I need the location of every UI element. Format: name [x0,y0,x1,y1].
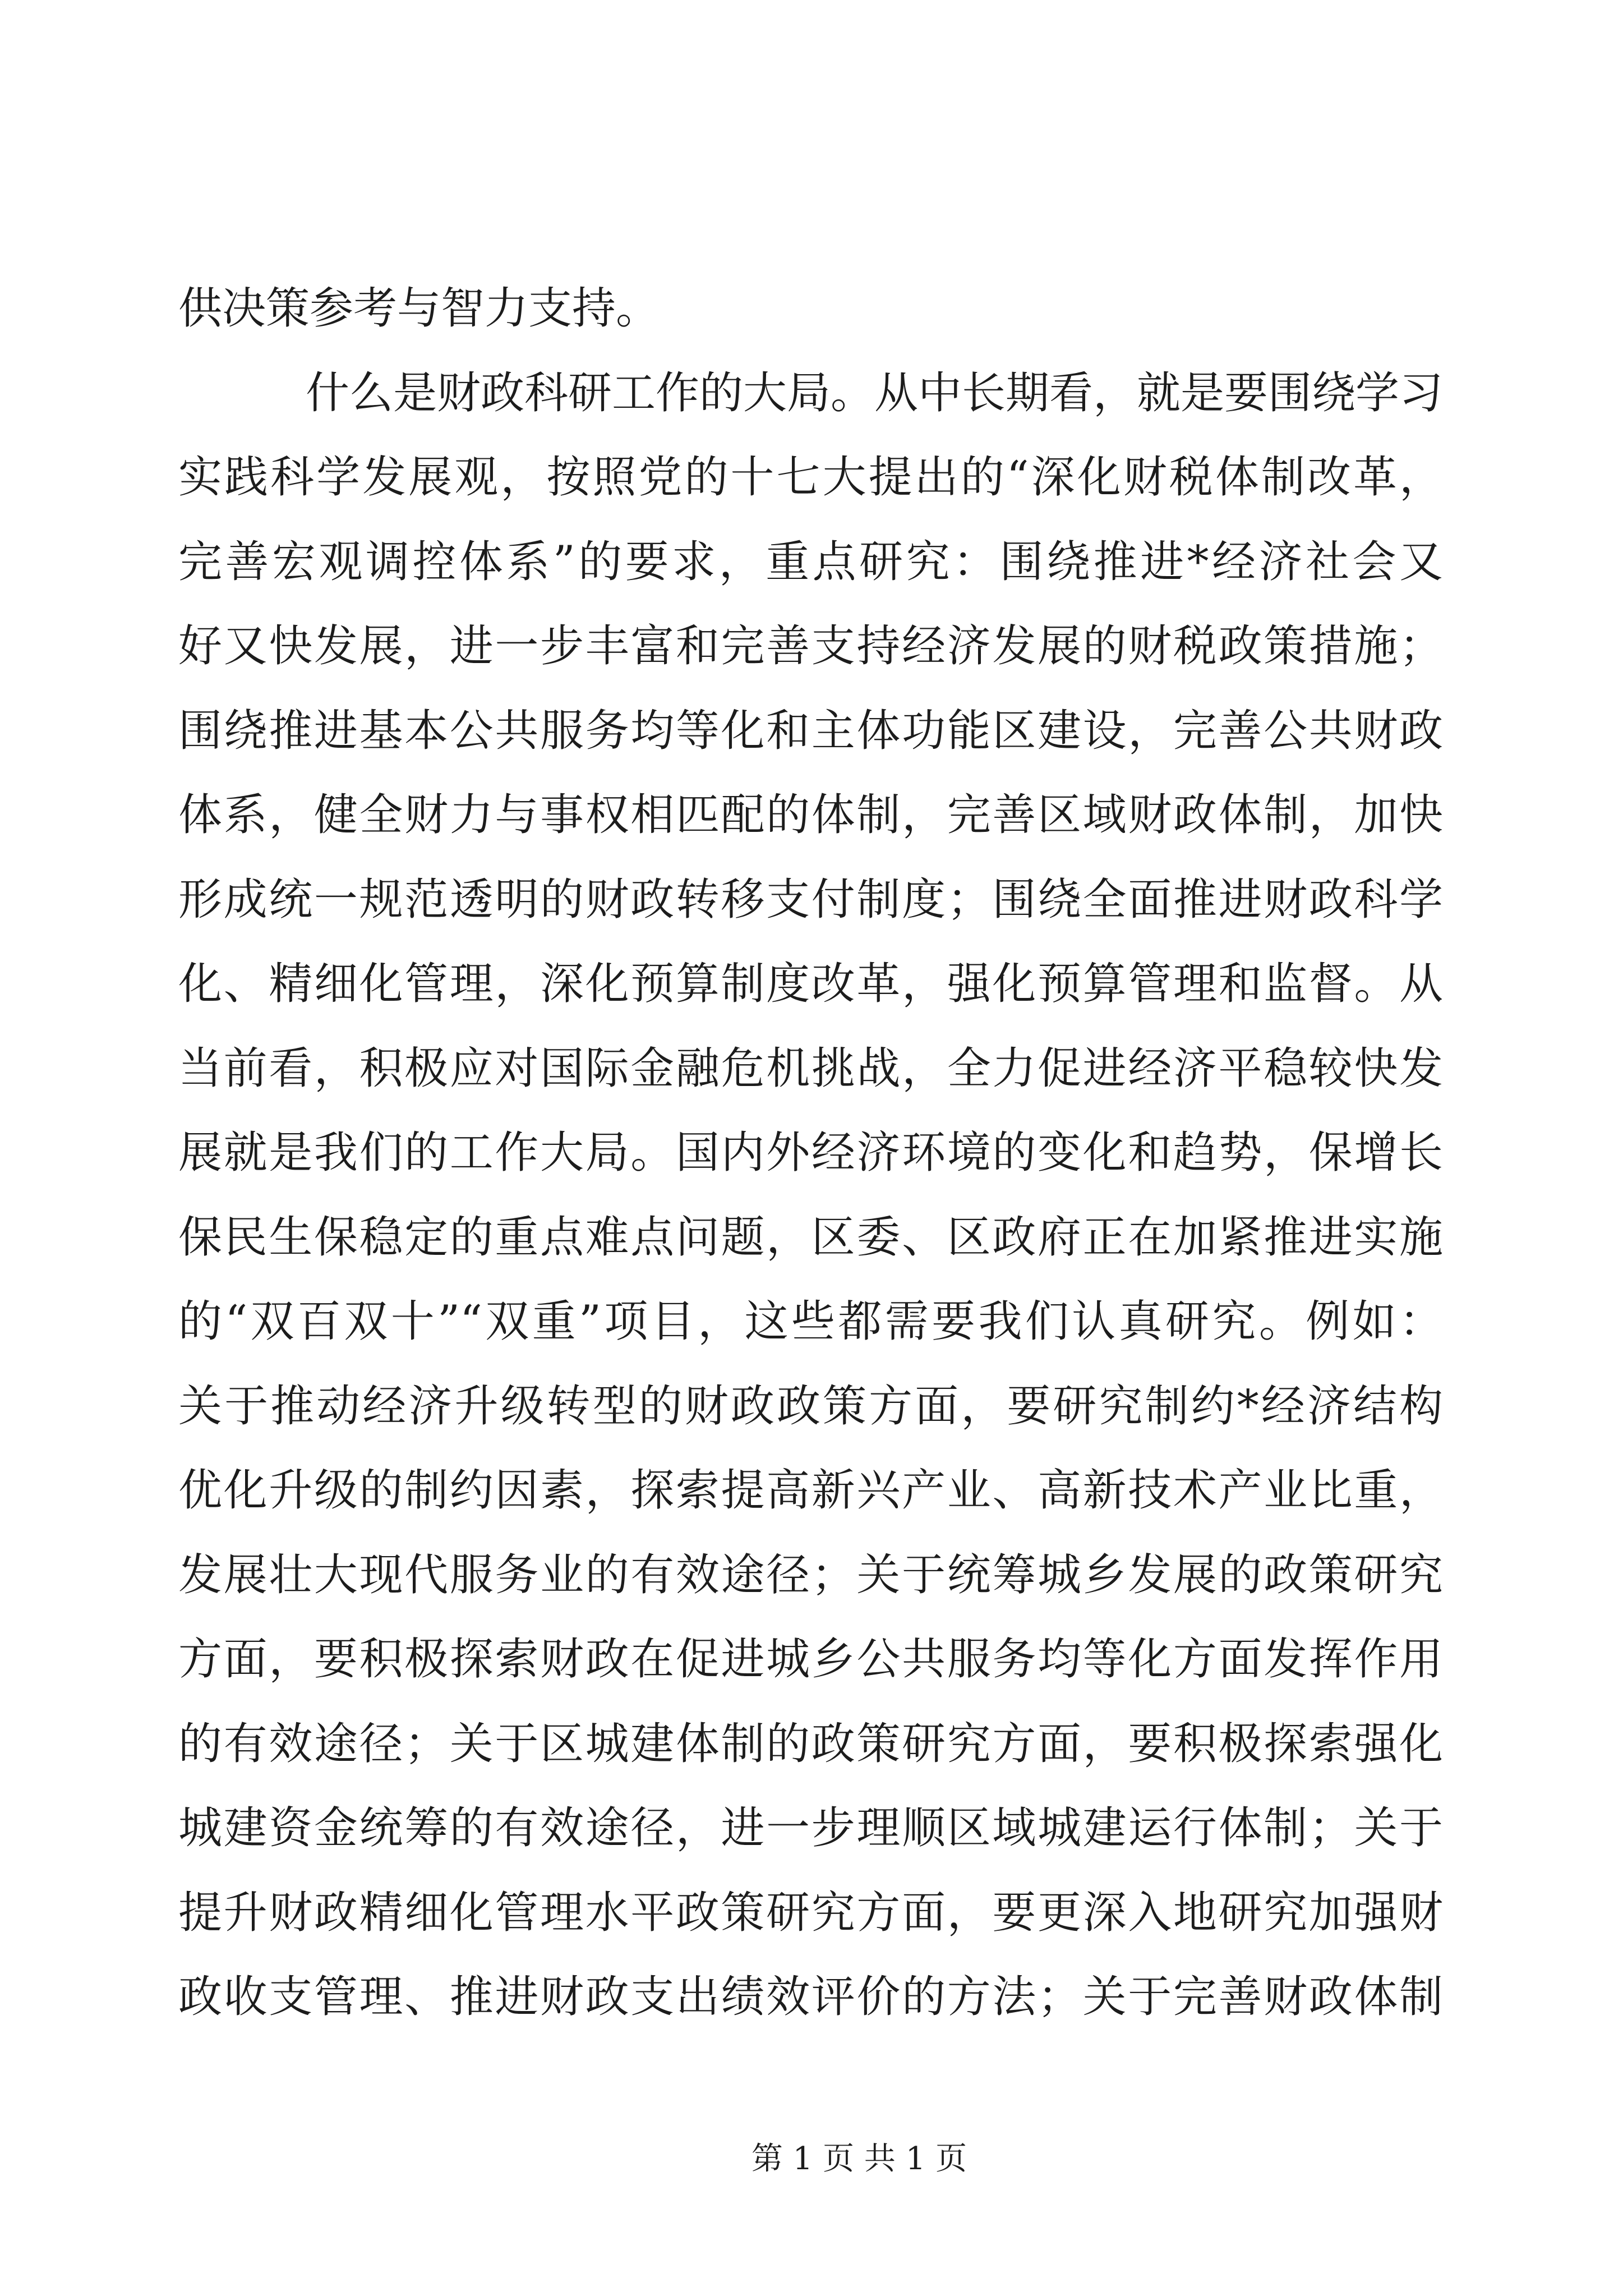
text-line: 化、精细化管理，深化预算制度改革，强化预算管理和监督。从 [178,959,1443,1009]
text-line: 保民生保稳定的重点难点问题，区委、区政府正在加紧推进实施 [178,1212,1443,1263]
text-line: 什么是财政科研工作的大局。从中长期看，就是要围绕学习 [306,367,1444,418]
text-line: 的“双百双十”“双重”项目，这些都需要我们认真研究。例如： [178,1296,1443,1347]
text-line: 优化升级的制约因素，探索提高新兴产业、高新技术产业比重， [178,1465,1443,1516]
text-line: 当前看，积极应对国际金融危机挑战，全力促进经济平稳较快发 [178,1043,1443,1094]
text-line: 供决策参考与智力支持。 [178,283,660,334]
paragraph [178,266,1443,351]
text-line: 提升财政精细化管理水平政策研究方面，要更深入地研究加强财 [178,1887,1443,1938]
text-line: 发展壮大现代服务业的有效途径；关于统筹城乡发展的政策研究 [178,1549,1443,1600]
text-line: 政收支管理、推进财政支出绩效评价的方法；关于完善财政体制 [178,1972,1443,2022]
text-line: 围绕推进基本公共服务均等化和主体功能区建设，完善公共财政 [178,705,1443,756]
text-line: 的有效途径；关于区城建体制的政策研究方面，要积极探索强化 [178,1718,1443,1769]
body-text [178,266,1443,2040]
text-line: 完善宏观调控体系”的要求，重点研究：围绕推进*经济社会又 [178,536,1443,587]
page-footer: 第 1 页 共 1 页 [751,2141,967,2177]
text-line: 体系，健全财力与事权相匹配的体制，完善区域财政体制，加快 [178,790,1443,840]
text-line: 好又快发展，进一步丰富和完善支持经济发展的财税政策措施； [178,621,1443,671]
text-line: 关于推动经济升级转型的财政政策方面，要研究制约*经济结构 [178,1381,1443,1432]
paragraph [178,351,1443,2040]
text-line: 形成统一规范透明的财政转移支付制度；围绕全面推进财政科学 [178,874,1443,925]
text-line: 实践科学发展观，按照党的十七大提出的“深化财税体制改革， [178,452,1443,503]
text-line: 展就是我们的工作大局。国内外经济环境的变化和趋势，保增长 [178,1128,1443,1178]
text-line: 方面，要积极探索财政在促进城乡公共服务均等化方面发挥作用 [178,1634,1443,1685]
text-line: 城建资金统筹的有效途径，进一步理顺区域城建运行体制；关于 [178,1803,1443,1853]
